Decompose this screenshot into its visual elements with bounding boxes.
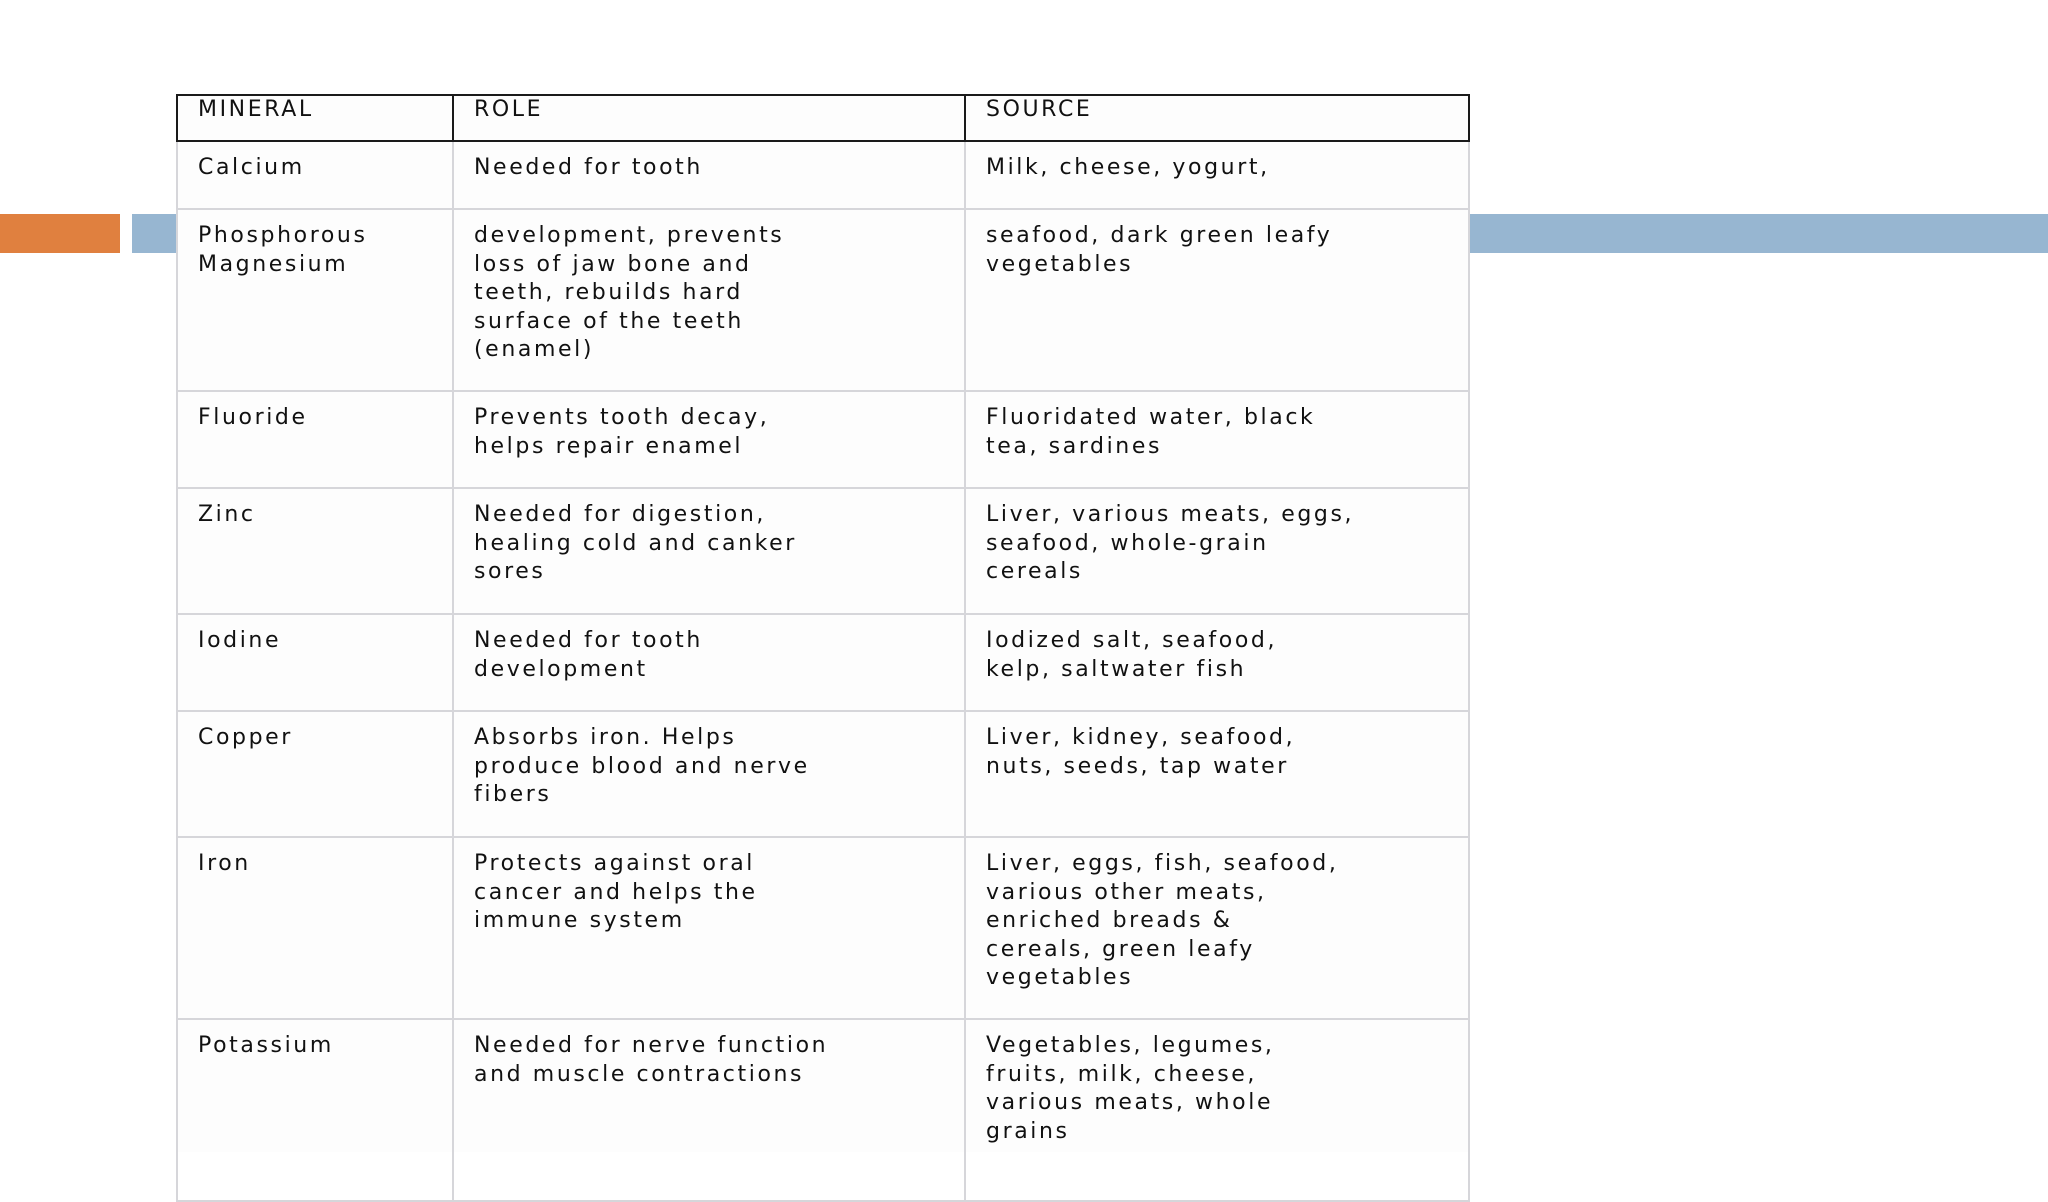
- table-row: [177, 391, 1469, 488]
- cell-role: Protects against oral cancer and helps the immune system: [453, 837, 965, 1019]
- cell-source: Liver, various meats, eggs, seafood, whole-grain cereals: [965, 488, 1469, 614]
- accent-bar-blue-right: [1466, 214, 2048, 253]
- cell-mineral: Potassium: [177, 1019, 453, 1201]
- cell-mineral: Copper: [177, 711, 453, 837]
- header-mineral: MINERAL: [177, 95, 453, 141]
- minerals-table: [176, 94, 1470, 1202]
- table-header-row: [177, 95, 1469, 141]
- cell-source: Milk, cheese, yogurt,: [965, 141, 1469, 209]
- cell-mineral: Iron: [177, 837, 453, 1019]
- table-row: [177, 141, 1469, 209]
- cell-role: Needed for digestion, healing cold and canker sores: [453, 488, 965, 614]
- cell-source: seafood, dark green leafy vegetables: [965, 209, 1469, 391]
- cell-source: Vegetables, legumes, fruits, milk, cheese, various meats, whole grains: [965, 1019, 1469, 1201]
- table-row: [177, 1019, 1469, 1201]
- cell-source: Fluoridated water, black tea, sardines: [965, 391, 1469, 488]
- cell-mineral: Calcium: [177, 141, 453, 209]
- cell-mineral: Iodine: [177, 614, 453, 711]
- table-row: [177, 614, 1469, 711]
- header-role: ROLE: [453, 95, 965, 141]
- table-row: [177, 488, 1469, 614]
- cell-role: development, prevents loss of jaw bone and teeth, rebuilds hard surface of the teeth (enamel): [453, 209, 965, 391]
- table-row: [177, 837, 1469, 1019]
- accent-bar-orange: [0, 214, 120, 253]
- header-source: SOURCE: [965, 95, 1469, 141]
- cell-mineral: Zinc: [177, 488, 453, 614]
- cell-role: Needed for tooth: [453, 141, 965, 209]
- cell-source: Iodized salt, seafood, kelp, saltwater fish: [965, 614, 1469, 711]
- accent-bar-blue-left: [132, 214, 178, 253]
- cell-source: Liver, eggs, fish, seafood, various other meats, enriched breads & cereals, green leafy vegetables: [965, 837, 1469, 1019]
- cell-role: Prevents tooth decay, helps repair enamel: [453, 391, 965, 488]
- cell-role: Absorbs iron. Helps produce blood and nerve fibers: [453, 711, 965, 837]
- cell-mineral: Fluoride: [177, 391, 453, 488]
- cell-source: Liver, kidney, seafood, nuts, seeds, tap water: [965, 711, 1469, 837]
- cell-role: Needed for nerve function and muscle contractions: [453, 1019, 965, 1201]
- minerals-table-container: [176, 94, 1468, 1152]
- cell-mineral: Phosphorous Magnesium: [177, 209, 453, 391]
- table-row: [177, 209, 1469, 391]
- cell-role: Needed for tooth development: [453, 614, 965, 711]
- table-row: [177, 711, 1469, 837]
